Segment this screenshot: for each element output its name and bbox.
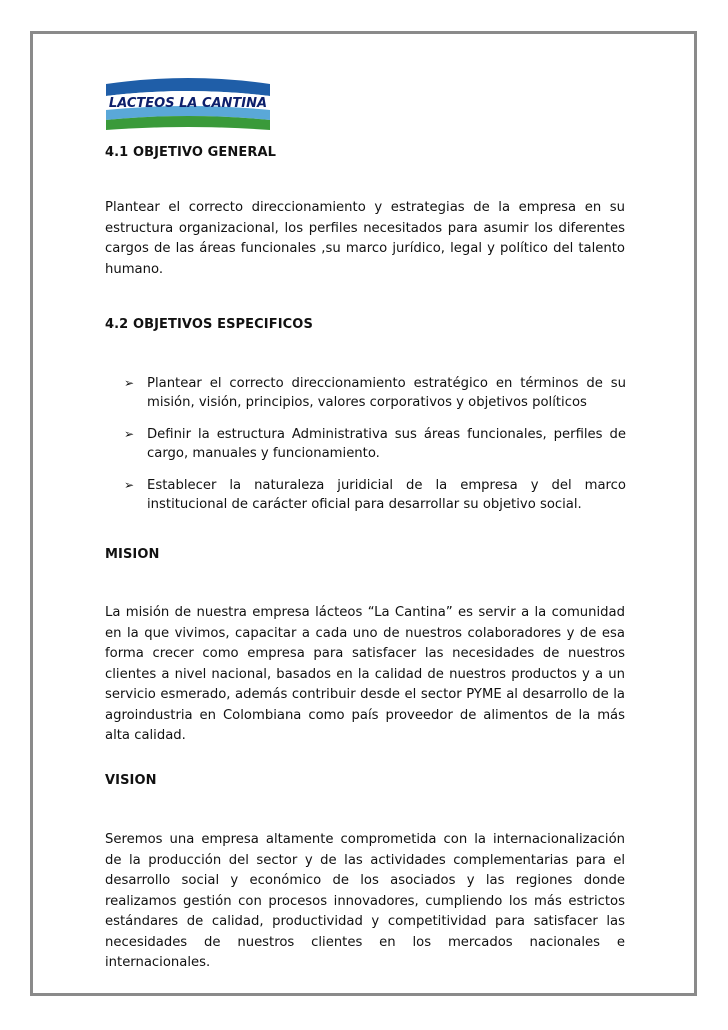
list-item-text: Definir la estructura Administrativa sus áreas funcionales, perfiles de cargo, manuales y funcionamiento. — [147, 427, 626, 461]
mision-heading: MISION — [105, 547, 160, 562]
list-item-text: Plantear el correcto direccionamiento estratégico en términos de su misión, visión, principios, valores corporativos y objetivos políticos — [147, 376, 626, 410]
vision-text: Seremos una empresa altamente comprometida con la internacionalización de la producción del sector y de las actividades complementarias para el desarrollo social y económico de los asociados y las regiones donde realizamos gestión con procesos innovadores, cumpliendo los más estrictos estándares de calidad, productividad y competitividad para satisfacer las necesidades de nuestros clientes en los mercados nacionales e internacionales. — [105, 832, 625, 970]
list-item — [124, 374, 626, 412]
objetivos-especificos-list — [124, 374, 626, 527]
arrow-bullet-icon: ➢ — [124, 376, 135, 390]
mision-text: La misión de nuestra empresa lácteos “La Cantina” es servir a la comunidad en la que vivimos, capacitar a cada uno de nuestros colaboradores y de esa forma crecer como empresa para satisfacer las necesidades de nuestros clientes a nivel nacional, basados en la calidad de nuestros productos y a un servicio esmerado, además contribuir desde el sector PYME al desarrollo de la agroindustria en Colombiana como país proveedor de alimentos de la más alta calidad. — [105, 605, 625, 743]
objetivos-especificos-heading: 4.2 OBJETIVOS ESPECIFICOS — [105, 317, 313, 332]
list-item-text: Establecer la naturaleza juridicial de la empresa y del marco institucional de carácter oficial para desarrollar su objetivo social. — [147, 478, 626, 512]
arrow-bullet-icon: ➢ — [124, 427, 135, 441]
list-item — [124, 425, 626, 463]
logo-text: LACTEOS LA CANTINA — [108, 96, 268, 111]
vision-heading: VISION — [105, 773, 157, 788]
company-logo — [104, 74, 272, 132]
list-item — [124, 476, 626, 514]
arrow-bullet-icon: ➢ — [124, 478, 135, 492]
objetivo-general-text: Plantear el correcto direccionamiento y estrategias de la empresa en su estructura organizacional, los perfiles necesitados para asumir los diferentes cargos de las áreas funcionales ,su marco jurídico, legal y político del talento humano. — [105, 200, 625, 277]
objetivo-general-heading: 4.1 OBJETIVO GENERAL — [105, 145, 277, 160]
